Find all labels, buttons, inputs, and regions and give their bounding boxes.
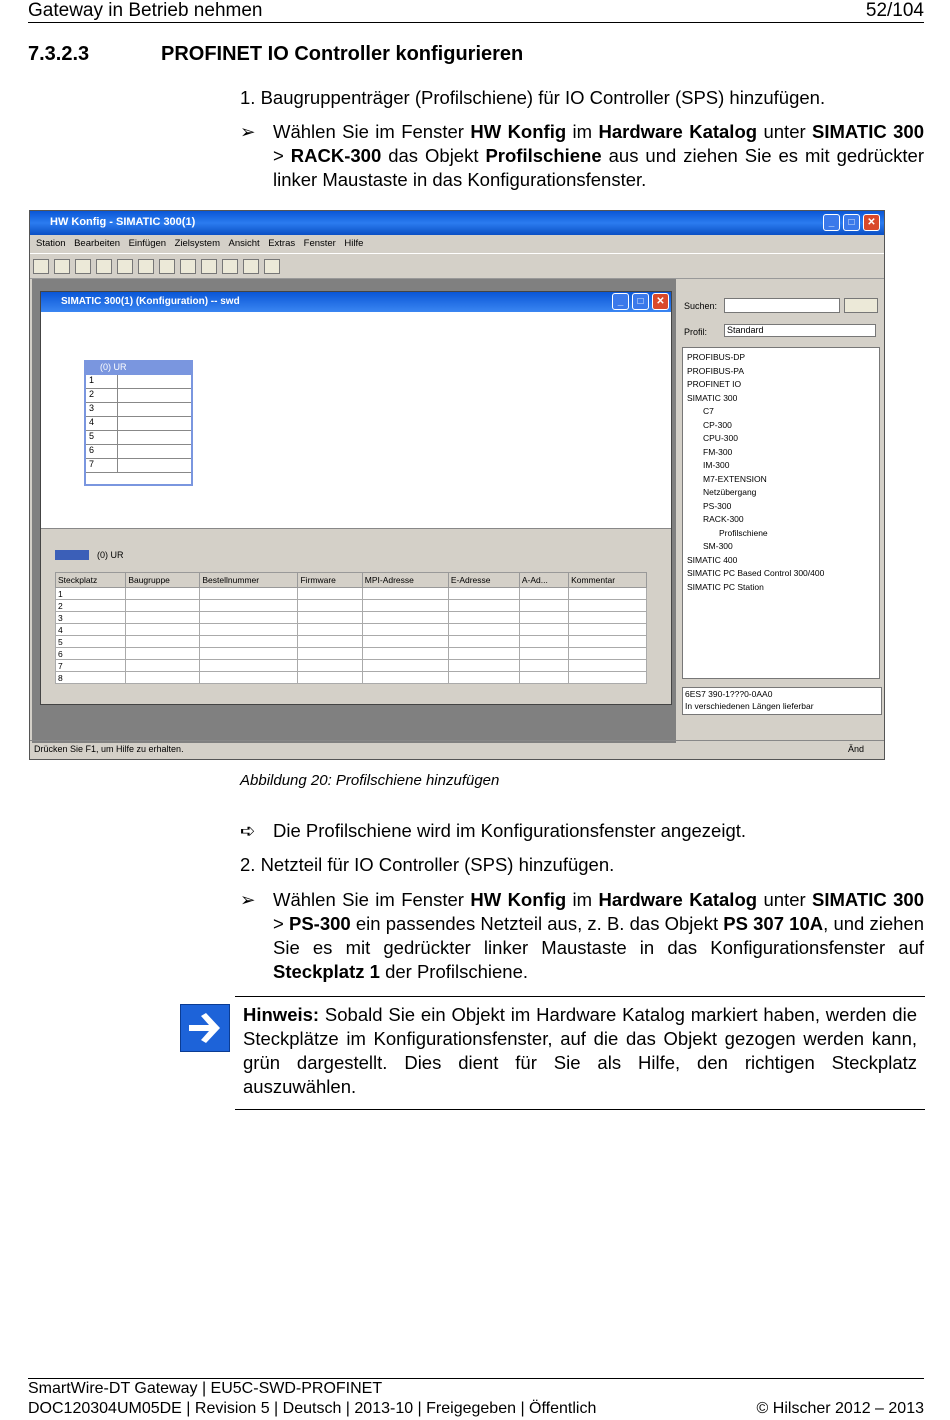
close-icon[interactable]: ✕ <box>652 293 669 310</box>
section-title: PROFINET IO Controller konfigurieren <box>161 43 524 65</box>
table-row[interactable]: 1 <box>56 588 647 600</box>
rack-slot[interactable]: 6 <box>86 445 191 459</box>
table-row[interactable]: 4 <box>56 624 647 636</box>
note-text: Hinweis: Sobald Sie ein Objekt im Hardware Katalog markiert haben, werden die Steckplätze im Konfigurationsfenster, auf die das Objekt gezogen werden kann, grün dargestellt. Dies dient für Sie als Hilfe, den richtigen Steckplatz auszuwählen. <box>243 1004 917 1097</box>
maximize-icon[interactable]: □ <box>632 293 649 310</box>
menu-item[interactable]: Bearbeiten <box>74 238 121 249</box>
open-icon[interactable] <box>54 259 70 274</box>
search-label: Suchen: <box>684 301 718 311</box>
column-header[interactable]: Bestellnummer <box>200 573 298 588</box>
help-icon[interactable] <box>264 259 280 274</box>
tree-node[interactable]: PROFIBUS-PA <box>687 365 744 376</box>
module-table-pane <box>41 538 671 704</box>
column-header[interactable]: Firmware <box>298 573 362 588</box>
module-table <box>55 572 647 684</box>
rack-slot[interactable]: 3 <box>86 403 191 417</box>
tree-node[interactable]: CPU-300 <box>703 433 738 443</box>
tree-node[interactable]: M7-EXTENSION <box>703 473 767 484</box>
order-description: In verschiedenen Längen lieferbar <box>685 701 814 711</box>
search-input[interactable] <box>724 298 840 313</box>
catalog-tree <box>682 347 880 679</box>
page-header <box>28 0 924 23</box>
hw-konfig-screenshot <box>29 210 885 760</box>
order-number: 6ES7 390-1???0-0AA0 <box>685 689 773 699</box>
rack-slot[interactable]: 4 <box>86 417 191 431</box>
tree-node[interactable]: PS-300 <box>703 500 732 511</box>
arrow-bullet-icon: ➢ <box>240 121 256 142</box>
nav-arrows-icon[interactable] <box>55 550 89 560</box>
footer-product: SmartWire-DT Gateway | EU5C-SWD-PROFINET <box>28 1380 383 1397</box>
note-arrow-icon <box>180 1004 230 1052</box>
window-title: HW Konfig - SIMATIC 300(1) <box>50 216 196 228</box>
footer-document: DOC120304UM05DE | Revision 5 | Deutsch | 2013-10 | Freigegeben | Öffentlich <box>28 1400 597 1417</box>
table-row[interactable]: 6 <box>56 648 647 660</box>
tree-node[interactable]: C7 <box>703 406 714 416</box>
minimize-icon[interactable]: _ <box>612 293 629 310</box>
maximize-icon[interactable]: □ <box>843 214 860 231</box>
tree-node[interactable]: FM-300 <box>703 446 733 457</box>
status-text: Drücken Sie F1, um Hilfe zu erhalten. <box>34 744 184 754</box>
new-icon[interactable] <box>33 259 49 274</box>
column-header[interactable]: Kommentar <box>569 573 647 588</box>
configuration-window <box>40 291 672 705</box>
rack-slot[interactable]: 7 <box>86 459 191 473</box>
column-header[interactable]: MPI-Adresse <box>362 573 448 588</box>
bullet-1: ➢ Wählen Sie im Fenster HW Konfig im Hardware Katalog unter SIMATIC 300 > RACK-300 das Objekt Profilschiene aus und ziehen Sie es mit gedrückter linker Maustaste in das Konfigurationsfenster. <box>240 121 924 190</box>
column-header[interactable]: Baugruppe <box>126 573 200 588</box>
compile-icon[interactable] <box>96 259 112 274</box>
catalog-icon[interactable] <box>222 259 238 274</box>
rack-label: (0) UR <box>97 550 124 560</box>
menu-item[interactable]: Zielsystem <box>174 238 220 249</box>
result-arrow-icon: ➪ <box>240 820 256 841</box>
minimize-icon[interactable]: _ <box>823 214 840 231</box>
rack-slot[interactable]: 2 <box>86 389 191 403</box>
step-2: 2. Netzteil für IO Controller (SPS) hinzufügen. <box>240 854 615 875</box>
tree-node[interactable]: CP-300 <box>703 419 732 430</box>
profile-label: Profil: <box>684 327 708 337</box>
rack-slot[interactable]: 5 <box>86 431 191 445</box>
footer-copyright: © Hilscher 2012 – 2013 <box>756 1400 924 1417</box>
menu-bar <box>30 235 884 253</box>
toolbar <box>30 253 884 279</box>
table-row[interactable]: 2 <box>56 600 647 612</box>
status-mode: Änd <box>847 744 864 754</box>
figure-caption: Abbildung 20: Profilschiene hinzufügen <box>240 772 500 789</box>
tree-node[interactable]: IM-300 <box>703 460 730 470</box>
tree-node[interactable]: Profilschiene <box>719 527 768 538</box>
section-number: 7.3.2.3 <box>28 43 90 65</box>
table-row[interactable]: 5 <box>56 636 647 648</box>
table-row[interactable]: 8 <box>56 672 647 684</box>
search-buttons-icon[interactable] <box>844 298 878 313</box>
chapter-title: Gateway in Betrieb nehmen <box>28 0 263 21</box>
step-1: 1. Baugruppenträger (Profilschiene) für IO Controller (SPS) hinzufügen. <box>240 87 826 108</box>
print-icon[interactable] <box>117 259 133 274</box>
tree-node[interactable]: SIMATIC 300 <box>687 392 738 403</box>
mdi-area <box>32 279 676 743</box>
column-header[interactable]: A-Ad... <box>519 573 568 588</box>
menu-item[interactable]: Fenster <box>303 238 336 249</box>
tree-node[interactable]: Netzübergang <box>703 487 757 497</box>
tree-node[interactable]: SM-300 <box>703 541 733 551</box>
tree-node[interactable]: RACK-300 <box>703 514 744 524</box>
rack-ur[interactable] <box>84 360 193 486</box>
column-header[interactable]: E-Adresse <box>448 573 519 588</box>
network-icon[interactable] <box>243 259 259 274</box>
menu-item[interactable]: Extras <box>268 238 296 249</box>
arrow-bullet-icon: ➢ <box>240 889 256 910</box>
menu-item[interactable]: Einfügen <box>128 238 167 249</box>
bullet-2: ➢ Wählen Sie im Fenster HW Konfig im Hardware Katalog unter SIMATIC 300 > PS-300 ein passendes Netzteil aus, z. B. das Objekt PS 307 10A, und ziehen Sie es mit gedrückter linker Maustaste in das Konfigurationsfenster auf Steckplatz 1 der Profilschiene. <box>240 889 924 982</box>
result-1: ➪ Die Profilschiene wird im Konfigurationsfenster angezeigt. <box>240 820 747 841</box>
copy-icon[interactable] <box>138 259 154 274</box>
window-title-bar <box>30 211 884 235</box>
download-icon[interactable] <box>180 259 196 274</box>
close-icon[interactable]: ✕ <box>863 214 880 231</box>
tree-node[interactable]: SIMATIC PC Station <box>687 581 764 592</box>
config-window-title: SIMATIC 300(1) (Konfiguration) -- swd <box>61 296 240 307</box>
rack-title: (0) UR <box>86 362 191 375</box>
page-footer <box>28 1378 924 1419</box>
column-header[interactable]: Steckplatz <box>56 573 126 588</box>
profile-select[interactable]: Standard <box>724 324 876 337</box>
save-icon[interactable] <box>75 259 91 274</box>
upload-icon[interactable] <box>201 259 217 274</box>
tree-node[interactable]: SIMATIC PC Based Control 300/400 <box>687 568 825 578</box>
config-window-title-bar <box>41 292 671 312</box>
status-bar <box>30 740 884 759</box>
tree-node[interactable]: PROFINET IO <box>687 379 742 389</box>
page-number: 52/104 <box>865 0 924 21</box>
rack-slot[interactable]: 1 <box>86 375 191 389</box>
tree-node[interactable]: PROFIBUS-DP <box>687 352 746 362</box>
tree-node[interactable]: SIMATIC 400 <box>687 554 738 565</box>
catalog-info-box <box>682 687 882 715</box>
note-box <box>235 996 925 1110</box>
table-row[interactable]: 3 <box>56 612 647 624</box>
paste-icon[interactable] <box>159 259 175 274</box>
menu-item[interactable]: Station <box>36 238 66 249</box>
hardware-catalog-panel <box>680 279 882 741</box>
note-label: Hinweis: <box>243 1004 320 1025</box>
menu-item[interactable]: Ansicht <box>228 238 260 249</box>
table-row[interactable]: 7 <box>56 660 647 672</box>
menu-item[interactable]: Hilfe <box>344 238 364 249</box>
